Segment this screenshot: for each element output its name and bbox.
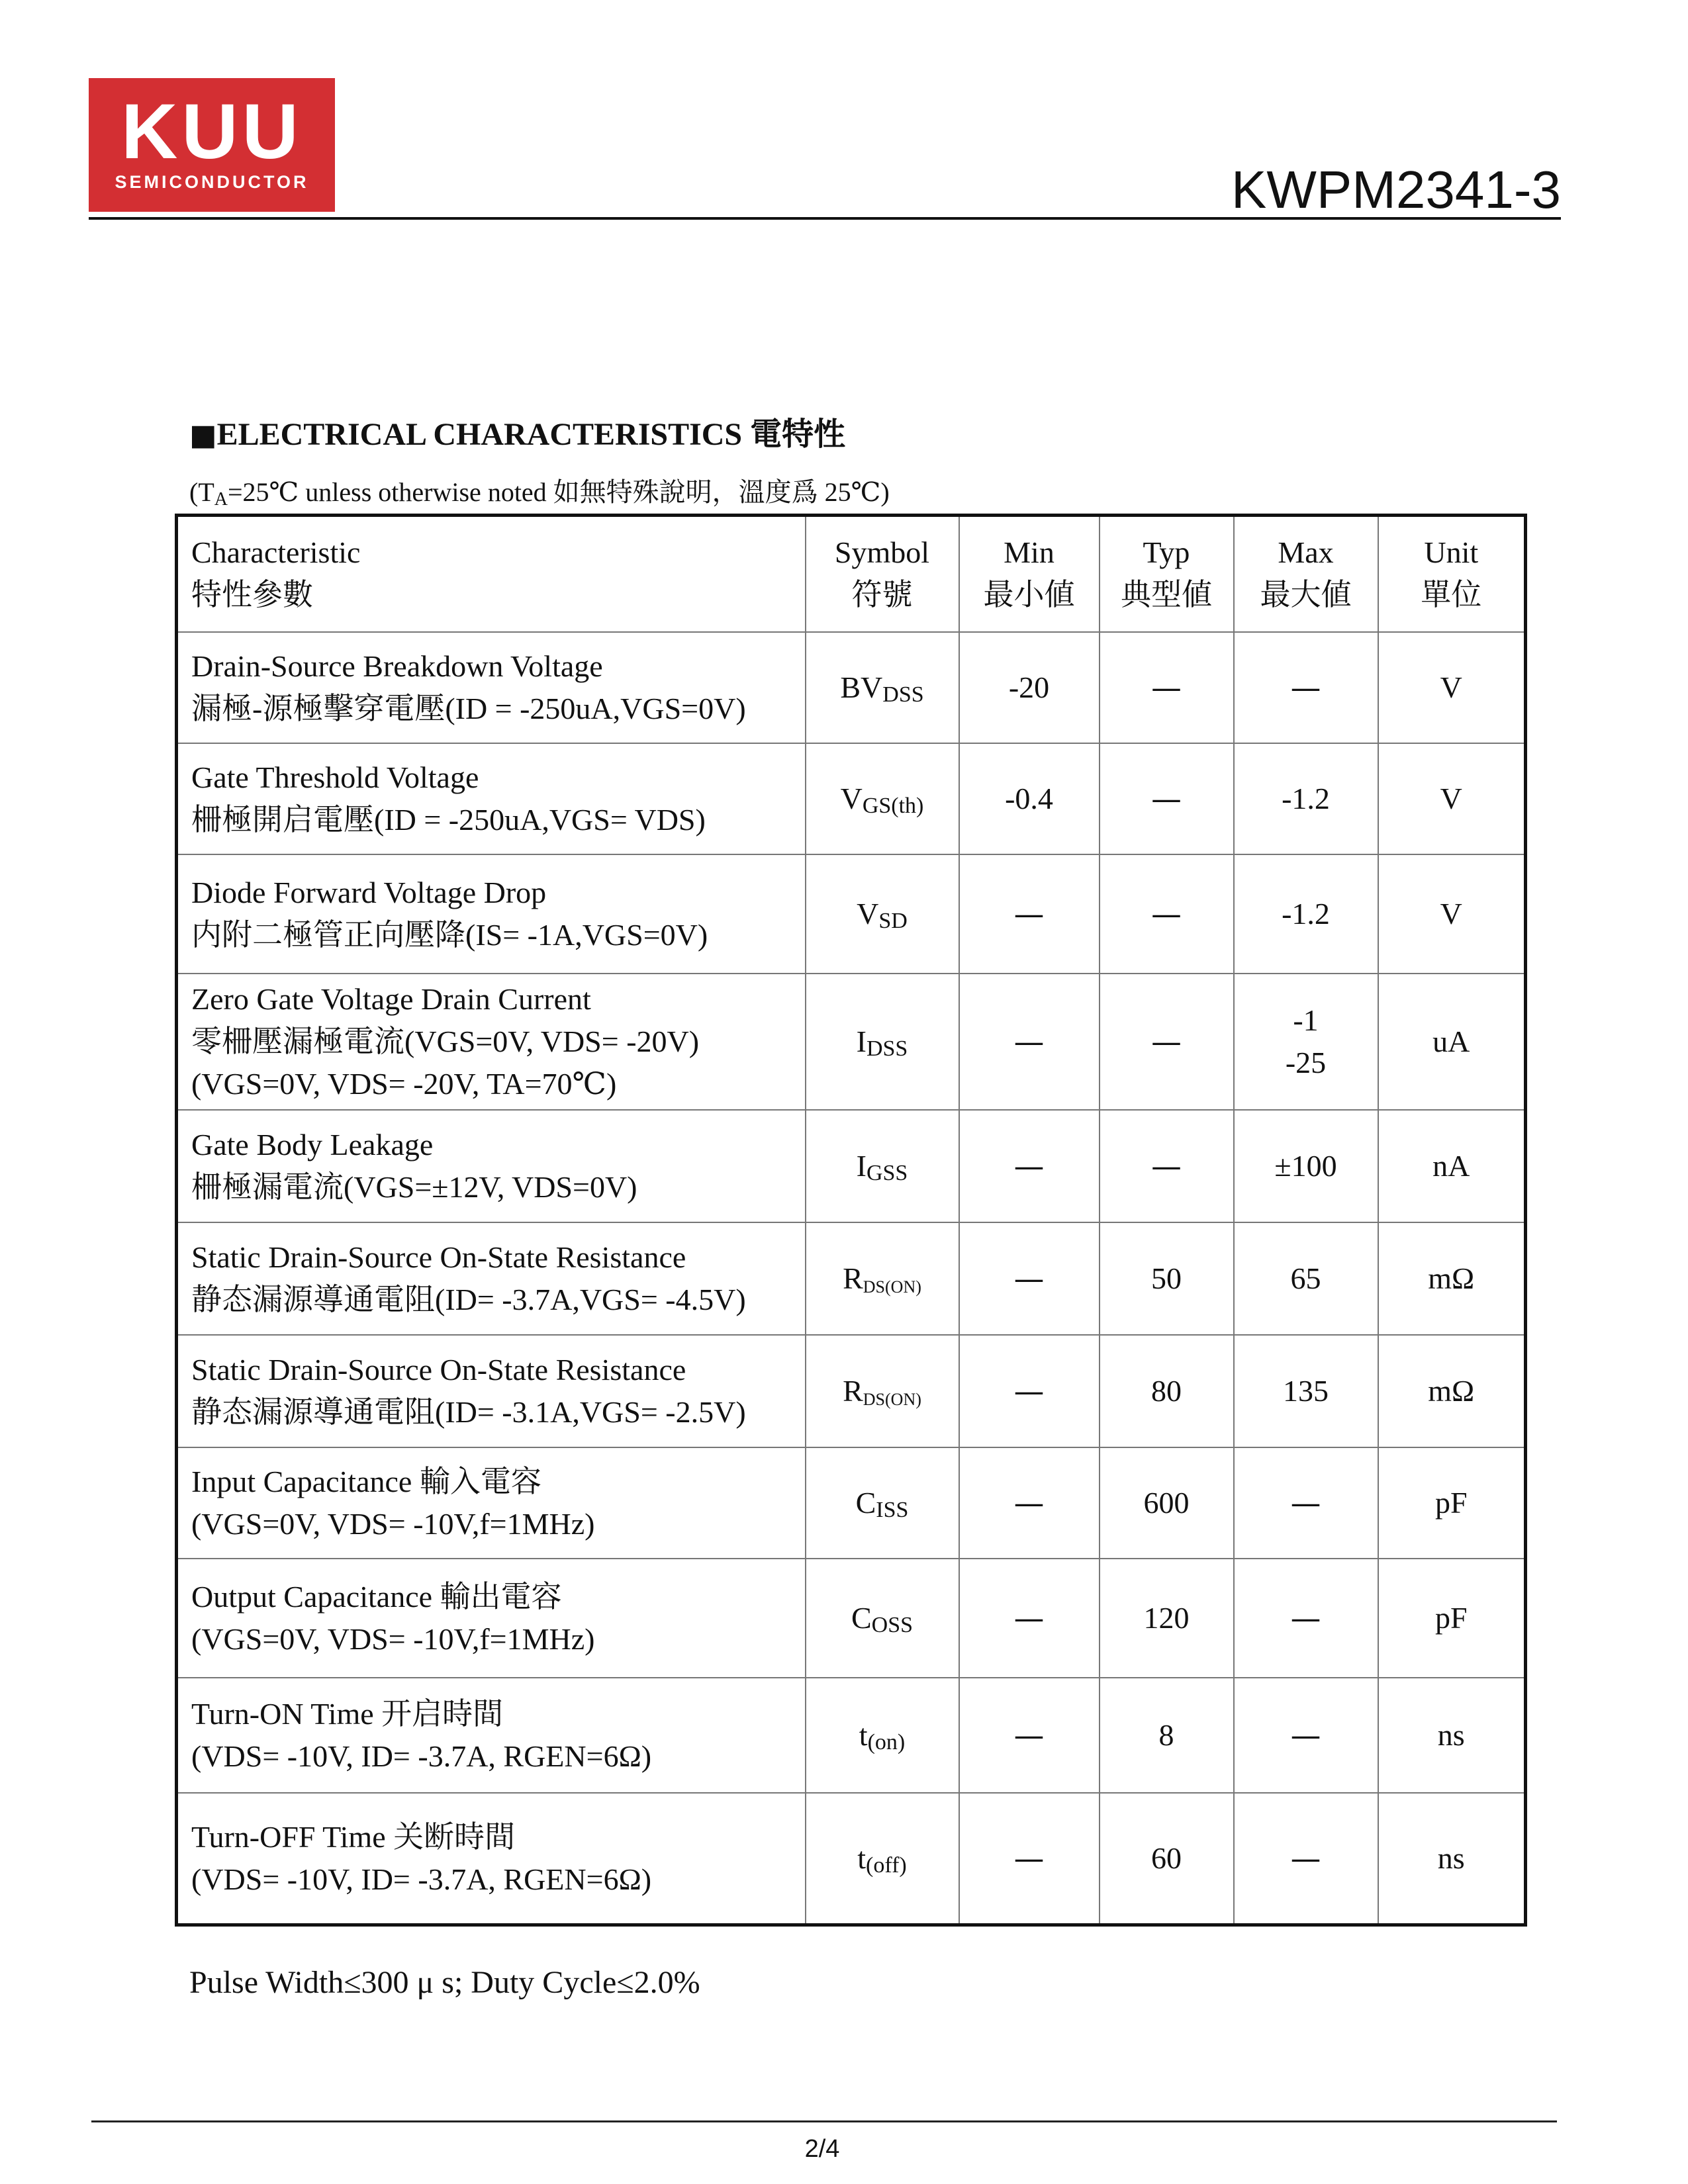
characteristic-cell: Gate Body Leakage 柵極漏電流(VGS=±12V, VDS=0V) — [177, 1110, 806, 1222]
symbol-cell: $t_{(off)}$ — [806, 1793, 959, 1925]
electrical-characteristics-table — [175, 514, 1527, 1927]
symbol-cell: $BV_{DSS}$ — [806, 632, 959, 743]
min-cell: — — [959, 1793, 1100, 1925]
header-divider — [89, 217, 1561, 220]
max-cell: — — [1234, 1793, 1378, 1925]
unit-cell: V — [1378, 632, 1526, 743]
unit-cell: pF — [1378, 1447, 1526, 1559]
footer-divider — [91, 2120, 1557, 2122]
unit-cell: V — [1378, 854, 1526, 974]
symbol-cell: $V_{SD}$ — [806, 854, 959, 974]
typ-cell: — — [1100, 632, 1234, 743]
header-typ: Typ 典型値 — [1100, 516, 1234, 632]
symbol-cell: $C_{ISS}$ — [806, 1447, 959, 1559]
characteristic-cell: Static Drain-Source On-State Resistance 静态漏源導通電阻(ID= -3.7A,VGS= -4.5V) — [177, 1222, 806, 1335]
characteristic-cell: Turn-OFF Time 关断時間 (VDS= -10V, ID= -3.7A, RGEN=6Ω) — [177, 1793, 806, 1925]
table-row — [177, 743, 1526, 854]
logo-subtitle: SEMICONDUCTOR — [115, 172, 309, 192]
typ-cell: 120 — [1100, 1559, 1234, 1678]
typ-cell: — — [1100, 743, 1234, 854]
faint-watermark-mark — [810, 1087, 870, 1099]
max-cell: — — [1234, 1678, 1378, 1793]
symbol-cell: $V_{GS(th)}$ — [806, 743, 959, 854]
table-row — [177, 1110, 1526, 1222]
symbol-cell: $R_{DS(ON)}$ — [806, 1222, 959, 1335]
header-max: Max 最大値 — [1234, 516, 1378, 632]
header-min: Min 最小値 — [959, 516, 1100, 632]
characteristic-cell: Zero Gate Voltage Drain Current 零柵壓漏極電流(VGS=0V, VDS= -20V) (VGS=0V, VDS= -20V, TA=70℃) — [177, 974, 806, 1110]
unit-cell: mΩ — [1378, 1222, 1526, 1335]
characteristic-cell: Turn-ON Time 开启時間 (VDS= -10V, ID= -3.7A, RGEN=6Ω) — [177, 1678, 806, 1793]
max-cell: — — [1234, 1559, 1378, 1678]
unit-cell: mΩ — [1378, 1335, 1526, 1447]
max-cell: ±100 — [1234, 1110, 1378, 1222]
unit-cell: pF — [1378, 1559, 1526, 1678]
unit-cell: V — [1378, 743, 1526, 854]
symbol-cell: $I_{GSS}$ — [806, 1110, 959, 1222]
typ-cell: 60 — [1100, 1793, 1234, 1925]
typ-cell: — — [1100, 854, 1234, 974]
characteristic-cell: Gate Threshold Voltage 柵極開启電壓(ID = -250uA,VGS= VDS) — [177, 743, 806, 854]
min-cell: — — [959, 974, 1100, 1110]
typ-cell: 8 — [1100, 1678, 1234, 1793]
max-cell: — — [1234, 1447, 1378, 1559]
characteristic-cell: Static Drain-Source On-State Resistance 静态漏源導通電阻(ID= -3.1A,VGS= -2.5V) — [177, 1335, 806, 1447]
table-row — [177, 1222, 1526, 1335]
company-logo — [89, 78, 335, 212]
max-cell: -1.2 — [1234, 743, 1378, 854]
unit-cell: nA — [1378, 1110, 1526, 1222]
unit-cell: ns — [1378, 1793, 1526, 1925]
part-number: KWPM2341-3 — [1231, 160, 1561, 219]
table-row — [177, 1559, 1526, 1678]
min-cell: -20 — [959, 632, 1100, 743]
table-row — [177, 1447, 1526, 1559]
header-characteristic: Characteristic 特性參數 — [177, 516, 806, 632]
min-cell: -0.4 — [959, 743, 1100, 854]
table-row — [177, 1335, 1526, 1447]
header-unit: Unit 單位 — [1378, 516, 1526, 632]
characteristic-cell: Input Capacitance 輸入電容 (VGS=0V, VDS= -10V,f=1MHz) — [177, 1447, 806, 1559]
table-row — [177, 1678, 1526, 1793]
max-cell: — — [1234, 632, 1378, 743]
min-cell: — — [959, 854, 1100, 974]
typ-cell: 50 — [1100, 1222, 1234, 1335]
characteristic-cell: Diode Forward Voltage Drop 内附二極管正向壓降(IS= -1A,VGS=0V) — [177, 854, 806, 974]
typ-cell: 80 — [1100, 1335, 1234, 1447]
min-cell: — — [959, 1110, 1100, 1222]
typ-cell: — — [1100, 1110, 1234, 1222]
min-cell: — — [959, 1335, 1100, 1447]
max-cell: 135 — [1234, 1335, 1378, 1447]
table-header-row — [177, 516, 1526, 632]
typ-cell: — — [1100, 974, 1234, 1110]
typ-cell: 600 — [1100, 1447, 1234, 1559]
table-row — [177, 1793, 1526, 1925]
min-cell: — — [959, 1447, 1100, 1559]
page-number: 2/4 — [804, 2135, 840, 2163]
symbol-cell: $I_{DSS}$ — [806, 974, 959, 1110]
unit-cell: uA — [1378, 974, 1526, 1110]
symbol-cell: $C_{OSS}$ — [806, 1559, 959, 1678]
min-cell: — — [959, 1678, 1100, 1793]
logo-wordmark: KUU — [121, 88, 303, 175]
min-cell: — — [959, 1559, 1100, 1678]
test-condition-note: ($T_A=25℃$ unless otherwise noted 如無特殊說明，溫度爲 25℃) — [189, 477, 890, 510]
square-bullet-icon: ■ — [189, 418, 217, 452]
max-cell: -1 -25 — [1234, 974, 1378, 1110]
table-row — [177, 632, 1526, 743]
min-cell: — — [959, 1222, 1100, 1335]
section-title — [189, 416, 845, 455]
symbol-cell: $t_{(on)}$ — [806, 1678, 959, 1793]
section-title-text: ELECTRICAL CHARACTERISTICS 電特性 — [216, 417, 846, 452]
table-row — [177, 854, 1526, 974]
max-cell: 65 — [1234, 1222, 1378, 1335]
max-cell: -1.2 — [1234, 854, 1378, 974]
characteristic-cell: Output Capacitance 輸出電容 (VGS=0V, VDS= -10V,f=1MHz) — [177, 1559, 806, 1678]
symbol-cell: $R_{DS(ON)}$ — [806, 1335, 959, 1447]
characteristic-cell: Drain-Source Breakdown Voltage 漏極-源極擊穿電壓(ID = -250uA,VGS=0V) — [177, 632, 806, 743]
unit-cell: ns — [1378, 1678, 1526, 1793]
pulse-test-note: Pulse Width≤300 μ s; Duty Cycle≤2.0% — [189, 1965, 700, 2000]
header-symbol: Symbol 符號 — [806, 516, 959, 632]
